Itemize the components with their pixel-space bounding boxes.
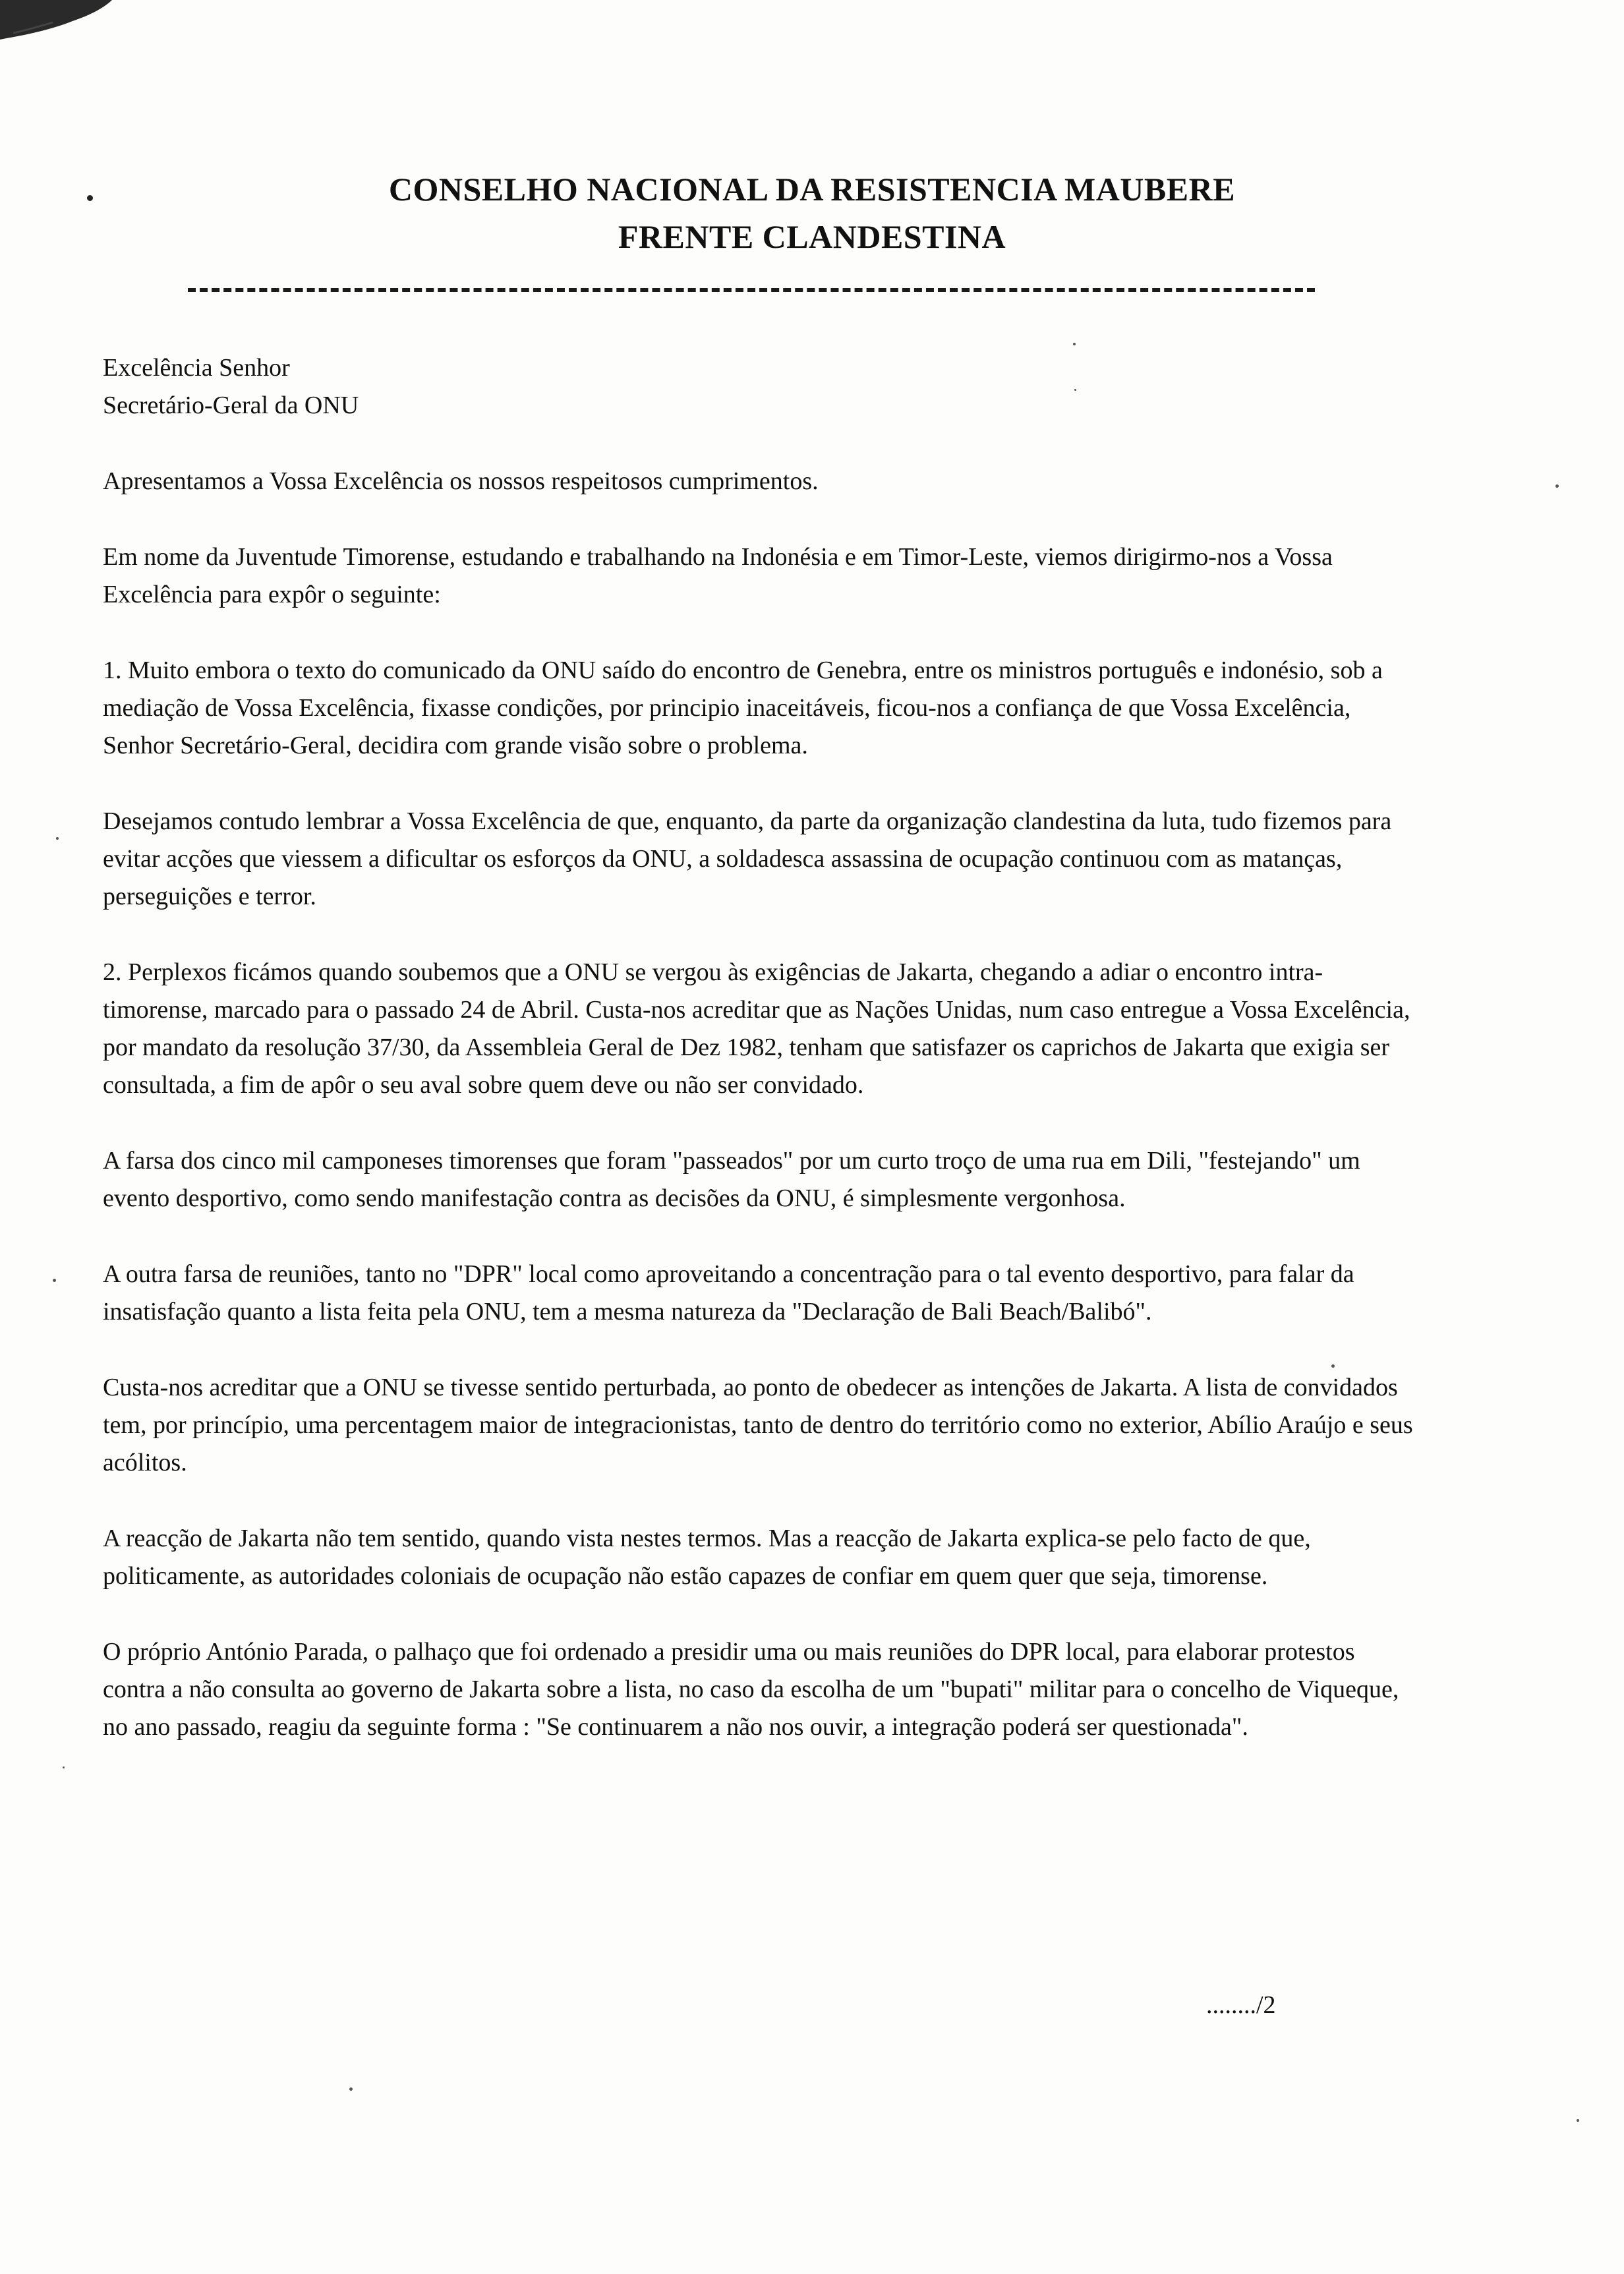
page-continuation-marker: ......../2 xyxy=(1206,1991,1276,2019)
paragraph-point-2: 2. Perplexos ficámos quando soubemos que a ONU se vergou às exigências de Jakarta, chegando a adiar o encontro intra-timorense, marcado para o passado 24 de Abril. Custa-nos acreditar que as Nações Unidas, num caso entregue a Vossa Excelência, por mandato da resolução 37/30, da Assembleia Geral de Dez 1982, tenham que satisfazer os caprichos de Jakarta que exigia ser consultada, a fim de apôr o seu aval sobre quem deve ou não ser convidado. xyxy=(103,958,1410,1099)
paragraph-farce-meetings: A outra farsa de reuniões, tanto no "DPR" local como aproveitando a concentração para o tal evento desportivo, para falar da insatisfação quanto a lista feita pela ONU, tem a mesma natureza da "Declaração de Bali Beach/Balibó". xyxy=(103,1260,1354,1326)
scan-speck xyxy=(1555,484,1559,488)
paragraph-jakarta-reaction: A reacção de Jakarta não tem sentido, quando vista nestes termos. Mas a reacção de Jakarta explica-se pelo facto de que, politicamente, as autoridades coloniais de ocupação não estão capazes de confiar em quem quer que seja, timorense. xyxy=(103,1525,1311,1590)
scan-speck xyxy=(1577,2119,1579,2122)
paragraph-guest-list: Custa-nos acreditar que a ONU se tivesse sentido perturbada, ao ponto de obedecer as intenções de Jakarta. A lista de convidados tem, por princípio, uma percentagem maior de integracionistas, tanto de dentro do território como no exterior, Abílio Araújo e seus acólitos. xyxy=(103,1374,1413,1476)
dashed-divider xyxy=(188,288,1315,292)
paragraph-antonio-parada: O próprio António Parada, o palhaço que foi ordenado a presidir uma ou mais reuniões do DPR local, para elaborar protestos contra a não consulta ao governo de Jakarta sobre a lista, no caso da escolha de um "bupati" militar para o concelho de Viqueque, no ano passado, reagiu da seguinte forma : "Se continuarem a não nos ouvir, a integração poderá ser questionada". xyxy=(103,1638,1399,1741)
paragraph-farce-dili: A farsa dos cinco mil camponeses timorenses que foram "passeados" por um curto troço de uma rua em Dili, "festejando" um evento desportivo, como sendo manifestação contra as decisões da ONU, é simplesmente vergonhosa. xyxy=(103,1147,1360,1212)
scan-speck xyxy=(63,1766,65,1768)
addressee-line-1: Excelência Senhor xyxy=(103,354,290,382)
paragraph-greeting: Apresentamos a Vossa Excelência os nossos respeitosos cumprimentos. xyxy=(103,467,819,495)
scan-speck xyxy=(1073,343,1076,345)
paragraph-intro: Em nome da Juventude Timorense, estudando e trabalhando na Indonésia e em Timor-Leste, viemos dirigirmo-nos a Vossa Excelência para expôr o seguinte: xyxy=(103,543,1333,608)
ink-smudge-icon xyxy=(0,0,125,46)
addressee-block xyxy=(103,349,1414,424)
scan-speck xyxy=(1074,389,1076,391)
organization-title: CONSELHO NACIONAL DA RESISTENCIA MAUBERE xyxy=(388,171,1236,208)
scan-speck xyxy=(56,837,59,840)
scan-speck xyxy=(1331,1364,1335,1368)
addressee-line-2: Secretário-Geral da ONU xyxy=(103,392,359,419)
organization-subtitle: FRENTE CLANDESTINA xyxy=(618,218,1006,255)
scan-speck xyxy=(53,1279,56,1282)
paragraph-reminder: Desejamos contudo lembrar a Vossa Excelência de que, enquanto, da parte da organização clandestina da luta, tudo fizemos para evitar acções que viessem a dificultar os esforços da ONU, a soldadesca assassina de ocupação continuou com as matanças, perseguições e terror. xyxy=(103,807,1392,910)
paragraph-point-1: 1. Muito embora o texto do comunicado da ONU saído do encontro de Genebra, entre os ministros português e indonésio, sob a mediação de Vossa Excelência, fixasse condições, por principio inaceitáveis, ficou-nos a confiança de que Vossa Excelência, Senhor Secretário-Geral, decidira com grande visão sobre o problema. xyxy=(103,656,1383,759)
scan-speck xyxy=(349,2087,353,2091)
letter-body xyxy=(103,349,1414,1784)
